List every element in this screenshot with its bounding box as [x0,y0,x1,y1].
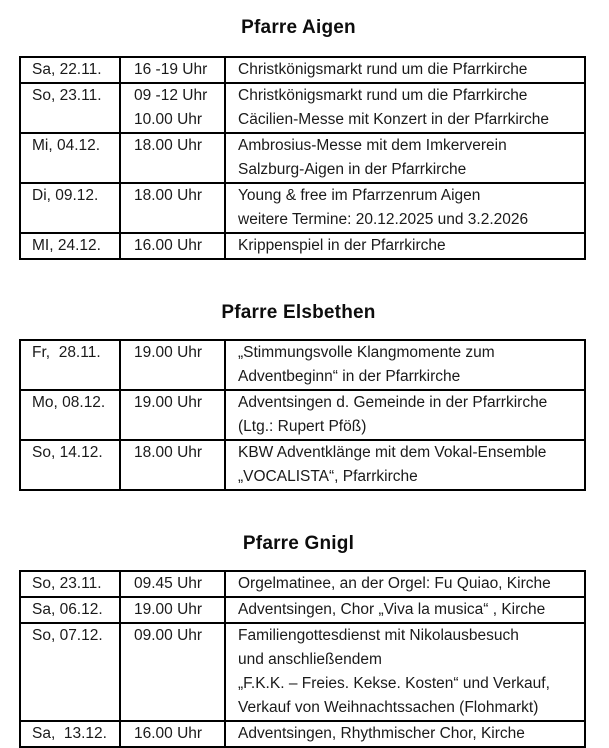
date-cell-line: So, 23.11. [32,575,102,592]
description-cell [225,390,585,440]
date-cell-line: So, 23.11. [32,87,102,104]
description-cell-line: Orgelmatinee, an der Orgel: Fu Quiao, Kirche [238,575,551,592]
description-cell-line: „Stimmungsvolle Klangmomente zum [238,344,495,361]
description-cell [225,133,585,183]
date-cell-line: Mi, 04.12. [32,137,101,154]
date-cell-line: Sa, 22.11. [32,61,102,78]
date-cell-line: Mo, 08.12. [32,394,106,411]
description-cell-line: „VOCALISTA“, Pfarrkirche [238,468,418,485]
description-cell-line: Christkönigsmarkt rund um die Pfarrkirche [238,87,528,104]
event-table-body [20,340,585,490]
time-cell [120,340,225,390]
date-cell [20,597,120,623]
time-cell-line: 16 -19 Uhr [134,61,208,78]
description-cell-line: Cäcilien-Messe mit Konzert in der Pfarrkirche [238,111,549,128]
time-cell [120,83,225,133]
table-row [20,233,585,259]
section-title: Pfarre Elsbethen [221,302,376,323]
date-cell-line: So, 07.12. [32,627,103,644]
table-row [20,83,585,133]
description-cell-line: Adventbeginn“ in der Pfarrkirche [238,368,461,385]
time-cell-line: 16.00 Uhr [134,237,203,254]
date-cell [20,83,120,133]
description-cell-line: Adventsingen, Chor „Viva la musica“ , Kirche [238,601,546,618]
time-cell [120,57,225,83]
description-cell-line: Adventsingen, Rhythmischer Chor, Kirche [238,725,525,742]
table-row [20,183,585,233]
time-cell-line: 09 -12 Uhr [134,87,208,104]
time-cell-line: 19.00 Uhr [134,344,203,361]
description-cell [225,340,585,390]
description-cell-line: Christkönigsmarkt rund um die Pfarrkirche [238,61,528,78]
date-cell [20,390,120,440]
event-table-body [20,571,585,747]
description-cell-line: Verkauf von Weihnachtssachen (Flohmarkt) [238,699,539,716]
table-row [20,571,585,597]
description-cell [225,57,585,83]
description-cell-line: weitere Termine: 20.12.2025 und 3.2.2026 [238,211,529,228]
time-cell [120,571,225,597]
description-cell-line: Young & free im Pfarrzenrum Aigen [238,187,481,204]
date-cell [20,721,120,747]
date-cell [20,233,120,259]
table-row [20,57,585,83]
table-row [20,133,585,183]
parish-section [19,15,578,260]
sections-root [19,15,578,748]
time-cell-line: 10.00 Uhr [134,111,203,128]
time-cell-line: 19.00 Uhr [134,394,203,411]
date-cell [20,623,120,721]
date-cell [20,440,120,490]
table-row [20,623,585,721]
description-cell [225,83,585,133]
description-cell [225,571,585,597]
time-cell-line: 09.00 Uhr [134,627,203,644]
date-cell-line: Di, 09.12. [32,187,99,204]
date-cell-line: MI, 24.12. [32,237,101,254]
time-cell [120,623,225,721]
description-cell-line: (Ltg.: Rupert Pföß) [238,418,367,435]
time-cell [120,183,225,233]
description-cell-line: Ambrosius-Messe mit dem Imkerverein [238,137,507,154]
time-cell-line: 18.00 Uhr [134,137,203,154]
time-cell [120,233,225,259]
event-table [19,339,586,491]
description-cell [225,233,585,259]
description-cell-line: KBW Adventklänge mit dem Vokal-Ensemble [238,444,547,461]
time-cell-line: 16.00 Uhr [134,725,203,742]
date-cell [20,571,120,597]
date-cell [20,57,120,83]
description-cell [225,183,585,233]
description-cell [225,721,585,747]
description-cell-line: Krippenspiel in der Pfarrkirche [238,237,446,254]
time-cell [120,440,225,490]
date-cell [20,133,120,183]
time-cell [120,597,225,623]
description-cell-line: Salzburg-Aigen in der Pfarrkirche [238,161,467,178]
date-cell-line: So, 14.12. [32,444,103,461]
time-cell-line: 09.45 Uhr [134,575,203,592]
description-cell-line: und anschließendem [238,651,382,668]
time-cell [120,390,225,440]
parish-section [19,300,578,491]
description-cell [225,440,585,490]
description-cell-line: Adventsingen d. Gemeinde in der Pfarrkirche [238,394,548,411]
parish-events-page [0,15,609,748]
table-row [20,597,585,623]
table-row [20,390,585,440]
table-row [20,721,585,747]
description-cell-line: Familiengottesdienst mit Nikolausbesuch [238,627,519,644]
parish-section [19,531,578,748]
date-cell [20,340,120,390]
time-cell-line: 18.00 Uhr [134,187,203,204]
time-cell-line: 19.00 Uhr [134,601,203,618]
section-title: Pfarre Gnigl [242,533,355,554]
time-cell-line: 18.00 Uhr [134,444,203,461]
date-cell-line: Fr, 28.11. [32,344,101,361]
section-title: Pfarre Aigen [241,17,356,38]
description-cell [225,597,585,623]
date-cell [20,183,120,233]
table-row [20,340,585,390]
date-cell-line: Sa, 13.12. [32,725,107,742]
time-cell [120,721,225,747]
description-cell-line: „F.K.K. – Freies. Kekse. Kosten“ und Verkauf, [238,675,550,692]
table-row [20,440,585,490]
event-table [19,570,586,748]
time-cell [120,133,225,183]
event-table-body [20,57,585,259]
event-table [19,56,586,260]
date-cell-line: Sa, 06.12. [32,601,103,618]
description-cell [225,623,585,721]
